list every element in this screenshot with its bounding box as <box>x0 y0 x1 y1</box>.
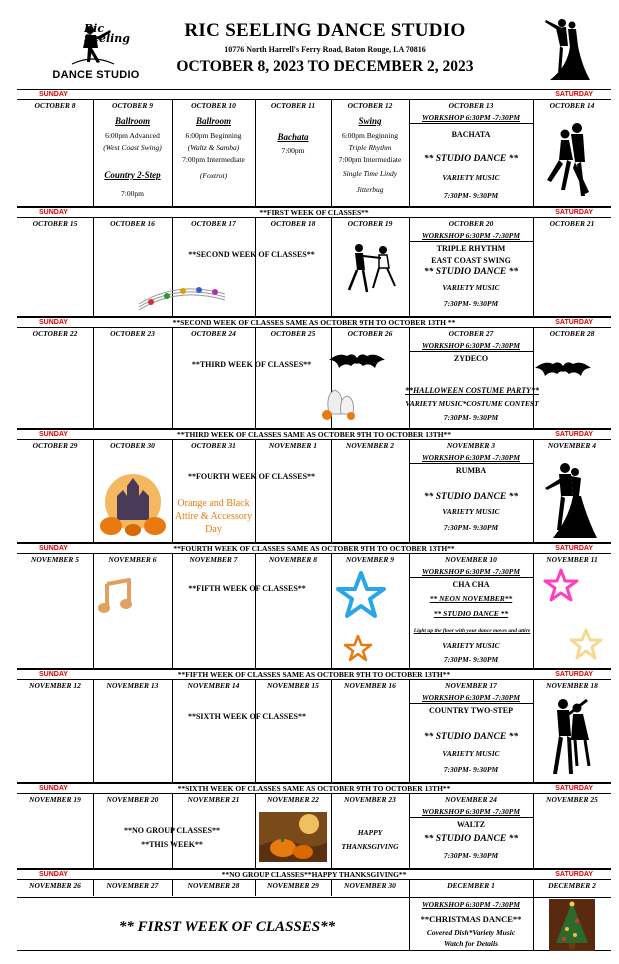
week-note: **FOURTH WEEK OF CLASSES SAME AS OCTOBER 9TH TO OCTOBER 13TH** <box>173 544 455 553</box>
day-nov-6: NOVEMBER 6 <box>108 555 157 564</box>
day-header-row <box>17 783 611 793</box>
dance-time: 7:30PM- 9:30PM <box>443 851 499 860</box>
day-oct-26: OCTOBER 26 <box>347 329 393 338</box>
week-row-7 <box>17 793 611 869</box>
week-row-8 <box>17 879 611 951</box>
thanksgiving-label: THANKSGIVING <box>341 842 399 851</box>
day-oct-27: OCTOBER 27 <box>448 329 494 338</box>
ballroom-couple-icon <box>539 460 599 540</box>
sunday-label: SUNDAY <box>39 209 68 216</box>
happy-label: HAPPY <box>357 828 383 837</box>
day-oct-13: OCTOBER 13 <box>448 101 494 110</box>
week-classes-label: **THIRD WEEK OF CLASSES** <box>191 360 312 369</box>
day-nov-30: NOVEMBER 30 <box>344 881 396 890</box>
week-row-6 <box>17 679 611 783</box>
neon-november: ** NEON NOVEMBER** <box>429 594 513 603</box>
day-nov-7: NOVEMBER 7 <box>189 555 238 564</box>
day-oct-20: OCTOBER 20 <box>448 219 494 228</box>
first-week-banner: ** FIRST WEEK OF CLASSES** <box>118 919 336 935</box>
week-note: **THIRD WEEK OF CLASSES SAME AS OCTOBER 9TH TO OCTOBER 13TH** <box>176 430 452 439</box>
week-note: **SIXTH WEEK OF CLASSES SAME AS OCTOBER 9TH TO OCTOBER 13TH** <box>177 784 451 793</box>
day-dec-1: DECEMBER 1 <box>447 881 495 890</box>
wed-time-1: 7:00pm <box>281 146 305 155</box>
day-nov-20: NOVEMBER 20 <box>106 795 159 804</box>
dance-time: 7:30PM- 9:30PM <box>443 191 499 200</box>
no-group-classes: **NO GROUP CLASSES** <box>123 826 221 835</box>
neon-star-icon <box>343 634 373 662</box>
week-classes-label: **SECOND WEEK OF CLASSES** <box>188 250 315 259</box>
day-nov-12: NOVEMBER 12 <box>29 681 81 690</box>
workshop-dance-2: EAST COAST SWING <box>431 256 511 265</box>
saturday-label: SATURDAY <box>555 545 593 552</box>
day-nov-27: NOVEMBER 27 <box>106 881 159 890</box>
day-nov-28: NOVEMBER 28 <box>187 881 240 890</box>
halloween-castle-icon <box>97 470 169 538</box>
day-oct-29: OCTOBER 29 <box>32 441 78 450</box>
workshop-dance: TRIPLE RHYTHM <box>436 244 506 253</box>
workshop-dance: CHA CHA <box>452 580 490 589</box>
mon-sub-1: (West Coast Swing) <box>103 143 162 152</box>
day-nov-21: NOVEMBER 21 <box>187 795 240 804</box>
day-nov-11: NOVEMBER 11 <box>546 555 598 564</box>
neon-star-icon <box>335 570 387 620</box>
workshop-time: WORKSHOP 6:30PM -7:30PM <box>421 113 521 122</box>
week-note: **FIRST WEEK OF CLASSES** <box>259 208 369 217</box>
day-nov-18: NOVEMBER 18 <box>546 681 598 690</box>
day-nov-22: NOVEMBER 22 <box>267 795 319 804</box>
saturday-label: SATURDAY <box>555 871 593 878</box>
thanksgiving-harvest-icon <box>259 812 327 862</box>
day-oct-11: OCTOBER 11 <box>270 101 316 110</box>
light-up-note: Light up the floor with your dance moves and attire <box>413 628 531 634</box>
week-note: **SECOND WEEK OF CLASSES SAME AS OCTOBER 9TH TO OCTOBER 13TH ** <box>172 318 456 327</box>
day-header-row <box>17 869 611 879</box>
saturday-label: SATURDAY <box>555 431 593 438</box>
day-header-row <box>17 89 611 99</box>
saturday-label: SATURDAY <box>555 785 593 792</box>
week-row-4 <box>17 439 611 543</box>
tue-time-2: 7:00pm Intermediate <box>182 155 245 164</box>
sunday-label: SUNDAY <box>39 785 68 792</box>
day-header-row <box>17 429 611 439</box>
day-oct-23: OCTOBER 23 <box>110 329 155 338</box>
week-classes-label: **SIXTH WEEK OF CLASSES** <box>187 712 307 721</box>
sunday-label: SUNDAY <box>39 871 68 878</box>
thu-sub-3: Jitterbug <box>356 185 384 194</box>
day-nov-13: NOVEMBER 13 <box>106 681 159 690</box>
saturday-label: SATURDAY <box>555 319 593 326</box>
workshop-time: WORKSHOP 6:30PM -7:30PM <box>421 567 521 576</box>
workshop-time: WORKSHOP 6:30PM -7:30PM <box>421 693 521 702</box>
day-nov-9: NOVEMBER 9 <box>345 555 395 564</box>
tue-time-1: 6:00pm Beginning <box>185 131 242 140</box>
workshop-time: WORKSHOP 6:30PM -7:30PM <box>421 807 521 816</box>
tue-sub-1: (Waltz & Samba) <box>187 143 240 152</box>
day-nov-23: NOVEMBER 23 <box>344 795 396 804</box>
christmas-details: Covered Dish*Variety Music <box>426 928 516 937</box>
orange-black-day: Orange and Black Attire & Accessory Day <box>174 498 253 535</box>
day-header-row <box>17 669 611 679</box>
day-nov-3: NOVEMBER 3 <box>446 441 496 450</box>
logo-text: DANCE STUDIO <box>52 69 140 81</box>
bat-icon <box>329 350 385 372</box>
studio-logo <box>50 22 142 82</box>
week-note: **FIFTH WEEK OF CLASSES SAME AS OCTOBER 9TH TO OCTOBER 13TH** <box>177 670 451 679</box>
day-nov-8: NOVEMBER 8 <box>268 555 318 564</box>
sunday-label: SUNDAY <box>39 319 68 326</box>
studio-dance: ** STUDIO DANCE ** <box>423 492 519 502</box>
mon-class-country: Country 2-Step <box>104 170 161 180</box>
day-oct-16: OCTOBER 16 <box>110 219 155 228</box>
day-oct-17: OCTOBER 17 <box>191 219 236 228</box>
day-nov-14: NOVEMBER 14 <box>187 681 240 690</box>
day-oct-31: OCTOBER 31 <box>191 441 236 450</box>
variety-music: VARIETY MUSIC <box>442 283 500 292</box>
workshop-time: WORKSHOP 6:30PM -7:30PM <box>421 231 521 240</box>
day-oct-21: OCTOBER 21 <box>549 219 595 228</box>
dance-time: 7:30PM- 9:30PM <box>443 413 499 422</box>
variety-music: VARIETY MUSIC <box>442 641 500 650</box>
workshop-dance: COUNTRY TWO-STEP <box>429 706 513 715</box>
neon-star-icon <box>569 628 603 660</box>
thu-time-2: 7:00pm Intermediate <box>338 155 402 164</box>
christmas-dance: **CHRISTMAS DANCE** <box>420 914 522 924</box>
tue-class-ballroom: Ballroom <box>195 116 231 126</box>
studio-address: 10776 North Harrell's Ferry Road, Baton Rouge, LA 70816 <box>224 45 426 54</box>
day-nov-15: NOVEMBER 15 <box>267 681 319 690</box>
saturday-label: SATURDAY <box>555 91 593 98</box>
day-oct-15: OCTOBER 15 <box>32 219 78 228</box>
studio-dance: ** STUDIO DANCE ** <box>423 834 519 844</box>
studio-dance: ** STUDIO DANCE ** <box>433 609 509 618</box>
workshop-time: WORKSHOP 6:30PM -7:30PM <box>421 453 521 462</box>
day-oct-19: OCTOBER 19 <box>347 219 393 228</box>
week-row-3 <box>17 327 611 429</box>
workshop-time: WORKSHOP 6:30PM -7:30PM <box>421 900 521 909</box>
week-classes-label: **FIFTH WEEK OF CLASSES** <box>188 584 306 593</box>
day-header-row <box>17 317 611 327</box>
country-couple-icon <box>545 696 595 778</box>
thu-sub-2: Single Time Lindy <box>342 169 398 178</box>
week-row-2 <box>17 217 611 317</box>
thu-sub-1: Triple Rhythm <box>348 143 392 152</box>
studio-dance: ** STUDIO DANCE ** <box>423 732 519 742</box>
day-nov-10: NOVEMBER 10 <box>445 555 497 564</box>
day-nov-26: NOVEMBER 26 <box>29 881 81 890</box>
day-oct-18: OCTOBER 18 <box>270 219 316 228</box>
this-week-note: **THIS WEEK** <box>141 840 203 849</box>
mon-time-2: 7:00pm <box>121 189 144 198</box>
week-note: **NO GROUP CLASSES**HAPPY THANKSGIVING** <box>221 870 407 879</box>
week-classes-label: **FOURTH WEEK OF CLASSES** <box>187 472 316 481</box>
sunday-label: SUNDAY <box>39 545 68 552</box>
day-nov-4: NOVEMBER 4 <box>547 441 597 450</box>
day-header-row <box>17 207 611 217</box>
mon-time-1: 6:00pm Advanced <box>105 131 160 140</box>
variety-music: VARIETY MUSIC <box>442 507 500 516</box>
ghosts-pumpkins-icon <box>319 384 359 420</box>
dance-time: 7:30PM- 9:30PM <box>443 299 499 308</box>
logo-script: Ric Seeling <box>84 22 130 45</box>
date-range: OCTOBER 8, 2023 TO DECEMBER 2, 2023 <box>176 58 474 75</box>
workshop-dance: WALTZ <box>456 820 486 829</box>
workshop-dance: ZYDECO <box>453 354 489 363</box>
mon-class-ballroom: Ballroom <box>114 116 150 126</box>
day-nov-16: NOVEMBER 16 <box>344 681 396 690</box>
swing-dancers-icon <box>343 240 401 298</box>
ballroom-couple-icon <box>542 16 594 82</box>
sunday-label: SUNDAY <box>39 431 68 438</box>
day-nov-29: NOVEMBER 29 <box>267 881 319 890</box>
workshop-dance: BACHATA <box>451 130 491 139</box>
music-notes-icon <box>137 274 227 312</box>
wed-class-bachata: Bachata <box>277 132 309 142</box>
halloween-party: **HALLOWEEN COSTUME PARTY** <box>404 386 540 395</box>
day-oct-10: OCTOBER 10 <box>191 101 236 110</box>
latin-couple-icon <box>545 120 601 200</box>
halloween-details: VARIETY MUSIC*COSTUME CONTEST <box>405 399 539 408</box>
day-oct-8: OCTOBER 8 <box>34 101 76 110</box>
music-note-icon <box>97 578 133 614</box>
studio-dance: ** STUDIO DANCE ** <box>423 267 519 277</box>
thu-time-1: 6:00pm Beginning <box>341 131 399 140</box>
day-header-row <box>17 543 611 553</box>
page-title: RIC SEELING DANCE STUDIO <box>184 20 466 41</box>
week-row-5 <box>17 553 611 669</box>
christmas-watch: Watch for Details <box>443 939 499 948</box>
workshop-time: WORKSHOP 6:30PM -7:30PM <box>421 341 521 350</box>
day-nov-5: NOVEMBER 5 <box>30 555 80 564</box>
day-dec-2: DECEMBER 2 <box>548 881 596 890</box>
day-oct-14: OCTOBER 14 <box>549 101 595 110</box>
christmas-tree-icon <box>549 899 595 951</box>
variety-music: VARIETY MUSIC <box>442 749 500 758</box>
day-oct-30: OCTOBER 30 <box>110 441 155 450</box>
day-nov-2: NOVEMBER 2 <box>345 441 395 450</box>
dance-time: 7:30PM- 9:30PM <box>443 765 499 774</box>
tue-sub-2: (Foxtrot) <box>199 171 228 180</box>
studio-dance: ** STUDIO DANCE ** <box>423 154 519 164</box>
day-oct-22: OCTOBER 22 <box>32 329 78 338</box>
day-oct-25: OCTOBER 25 <box>270 329 316 338</box>
variety-music: VARIETY MUSIC <box>442 173 500 182</box>
sunday-label: SUNDAY <box>39 91 68 98</box>
day-nov-25: NOVEMBER 25 <box>546 795 598 804</box>
header <box>0 0 619 90</box>
thu-class-swing: Swing <box>358 116 382 126</box>
dance-time: 7:30PM- 9:30PM <box>443 523 499 532</box>
bat-icon <box>535 358 591 380</box>
day-oct-24: OCTOBER 24 <box>191 329 236 338</box>
day-nov-1: NOVEMBER 1 <box>268 441 318 450</box>
day-nov-24: NOVEMBER 24 <box>445 795 497 804</box>
day-nov-19: NOVEMBER 19 <box>29 795 81 804</box>
week-row-1 <box>17 99 611 207</box>
saturday-label: SATURDAY <box>555 209 593 216</box>
workshop-dance: RUMBA <box>455 466 487 475</box>
neon-star-icon <box>543 568 579 602</box>
day-oct-12: OCTOBER 12 <box>347 101 393 110</box>
day-oct-9: OCTOBER 9 <box>112 101 153 110</box>
sunday-label: SUNDAY <box>39 671 68 678</box>
dance-time: 7:30PM- 9:30PM <box>443 655 499 664</box>
day-oct-28: OCTOBER 28 <box>549 329 595 338</box>
calendar <box>17 89 611 951</box>
saturday-label: SATURDAY <box>555 671 593 678</box>
day-nov-17: NOVEMBER 17 <box>445 681 497 690</box>
